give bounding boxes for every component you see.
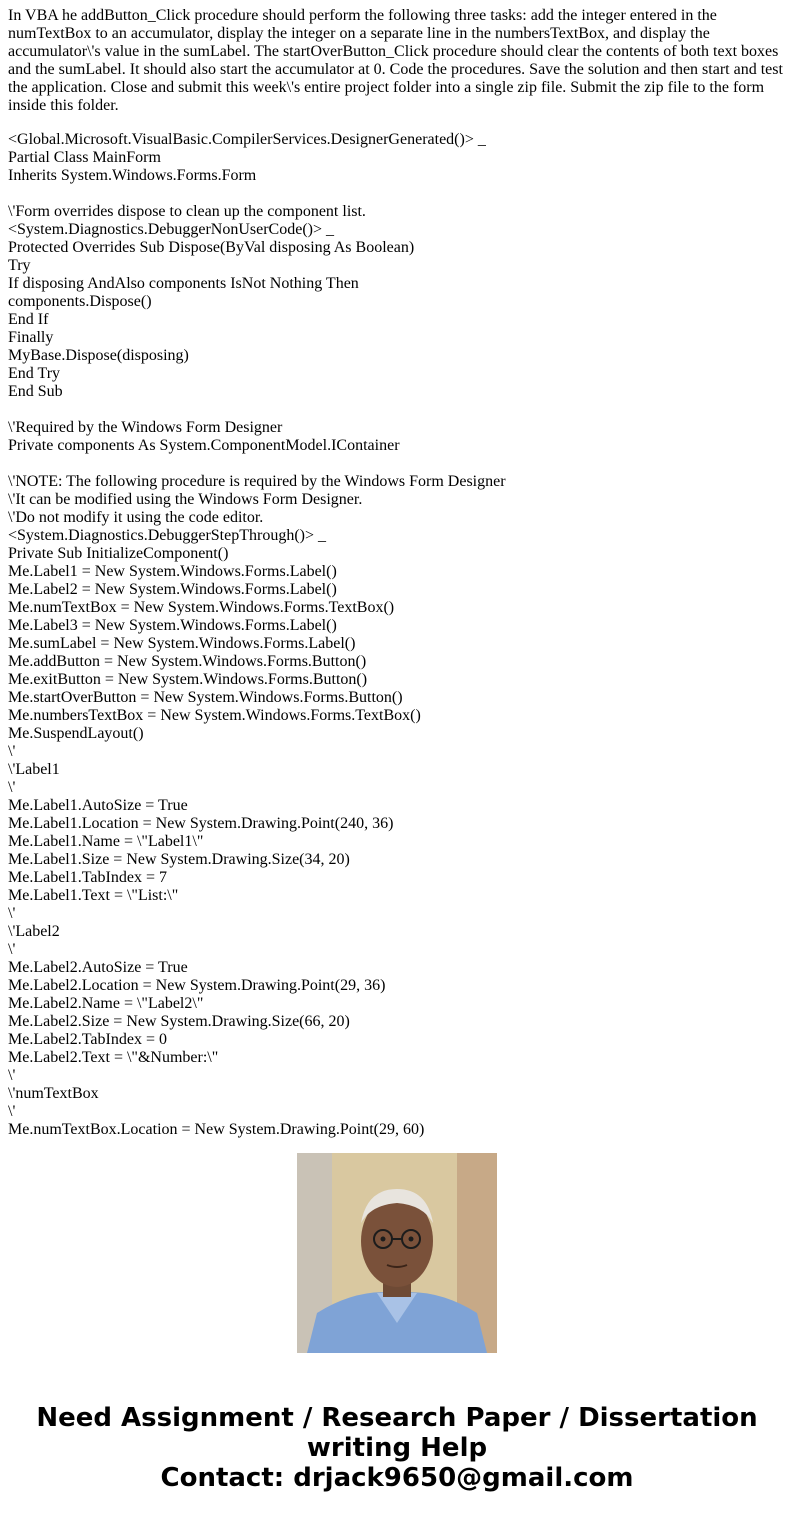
code-line: \' <box>8 905 16 922</box>
code-line: \'It can be modified using the Windows Form Designer. <box>8 491 363 508</box>
code-line: Me.numbersTextBox = New System.Windows.Forms.TextBox() <box>8 707 421 724</box>
code-line: Private Sub InitializeComponent() <box>8 545 229 562</box>
code-line: Finally <box>8 329 54 346</box>
code-line: Me.Label2.Text = \"&Number:\" <box>8 1049 219 1066</box>
author-photo <box>297 1153 497 1353</box>
promo-banner <box>0 1403 794 1493</box>
code-line <box>8 401 786 419</box>
code-line: Me.addButton = New System.Windows.Forms.Button() <box>8 653 367 670</box>
code-line: Me.Label2.Size = New System.Drawing.Size(66, 20) <box>8 1013 350 1030</box>
code-line: Me.exitButton = New System.Windows.Forms.Button() <box>8 671 368 688</box>
code-line: End Sub <box>8 383 63 400</box>
code-line: Partial Class MainForm <box>8 149 161 166</box>
promo-contact: Contact: drjack9650@gmail.com <box>160 1463 634 1493</box>
code-line: \'NOTE: The following procedure is required by the Windows Form Designer <box>8 473 506 490</box>
code-line: \' <box>8 743 16 760</box>
code-line: Protected Overrides Sub Dispose(ByVal disposing As Boolean) <box>8 239 415 256</box>
code-line: Inherits System.Windows.Forms.Form <box>8 167 257 184</box>
promo-line-1: Need Assignment / Research Paper / Dissertation <box>36 1403 758 1433</box>
code-line: \' <box>8 779 16 796</box>
code-line: Me.Label2.Name = \"Label2\" <box>8 995 204 1012</box>
code-line <box>8 185 786 203</box>
code-line: components.Dispose() <box>8 293 152 310</box>
code-line: End If <box>8 311 49 328</box>
code-line: Me.Label1.Text = \"List:\" <box>8 887 179 904</box>
code-line: Me.Label2.AutoSize = True <box>8 959 188 976</box>
code-line: Me.sumLabel = New System.Windows.Forms.Label() <box>8 635 356 652</box>
question-text: In VBA he addButton_Click procedure should perform the following three tasks: add the integer entered in the numTextBox to an accumulator, display the integer on a separate line in the numbersTextBox, and display the accumulator\'s value in the sumLabel. The startOverButton_Click procedure should clear the contents of both text boxes and the sumLabel. It should also start the accumulator at 0. Code the procedures. Save the solution and then start and test the application. Close and submit this week\'s entire project folder into a single zip file. Submit the zip file to the form inside this folder. <box>8 7 783 114</box>
code-line: Me.Label1.TabIndex = 7 <box>8 869 167 886</box>
code-line: Me.Label2.Location = New System.Drawing.Point(29, 36) <box>8 977 386 994</box>
code-line: If disposing AndAlso components IsNot Nothing Then <box>8 275 359 292</box>
promo-line-2: writing Help <box>306 1433 488 1463</box>
code-line: \'Form overrides dispose to clean up the component list. <box>8 203 366 220</box>
code-line: Me.Label1.Location = New System.Drawing.Point(240, 36) <box>8 815 394 832</box>
code-listing <box>8 131 786 1138</box>
code-line: End Try <box>8 365 61 382</box>
code-line: \'numTextBox <box>8 1085 99 1102</box>
code-line: Private components As System.ComponentModel.IContainer <box>8 437 400 454</box>
code-line: Me.Label1 = New System.Windows.Forms.Label() <box>8 563 337 580</box>
code-line: Me.SuspendLayout() <box>8 725 144 742</box>
code-line: \'Do not modify it using the code editor. <box>8 509 264 526</box>
code-line: <System.Diagnostics.DebuggerStepThrough()> _ <box>8 527 326 544</box>
code-line: Me.startOverButton = New System.Windows.Forms.Button() <box>8 689 403 706</box>
code-line: \' <box>8 1067 16 1084</box>
code-line: \' <box>8 1103 16 1120</box>
code-line: Me.Label1.Name = \"Label1\" <box>8 833 204 850</box>
portrait-image <box>297 1153 497 1353</box>
code-line: Me.numTextBox.Location = New System.Drawing.Point(29, 60) <box>8 1121 425 1138</box>
code-line: Me.Label2.TabIndex = 0 <box>8 1031 167 1048</box>
code-line: Me.Label3 = New System.Windows.Forms.Label() <box>8 617 337 634</box>
code-line: MyBase.Dispose(disposing) <box>8 347 189 364</box>
code-line: \' <box>8 941 16 958</box>
code-line: Me.numTextBox = New System.Windows.Forms.TextBox() <box>8 599 395 616</box>
code-line: <System.Diagnostics.DebuggerNonUserCode()> _ <box>8 221 334 238</box>
code-line: Me.Label1.Size = New System.Drawing.Size(34, 20) <box>8 851 350 868</box>
code-line <box>8 455 786 473</box>
code-line: \'Required by the Windows Form Designer <box>8 419 283 436</box>
code-line: Me.Label2 = New System.Windows.Forms.Label() <box>8 581 337 598</box>
code-line: <Global.Microsoft.VisualBasic.CompilerServices.DesignerGenerated()> _ <box>8 131 486 148</box>
code-line: \'Label1 <box>8 761 60 778</box>
code-line: Try <box>8 257 31 274</box>
code-line: \'Label2 <box>8 923 60 940</box>
code-line: Me.Label1.AutoSize = True <box>8 797 188 814</box>
